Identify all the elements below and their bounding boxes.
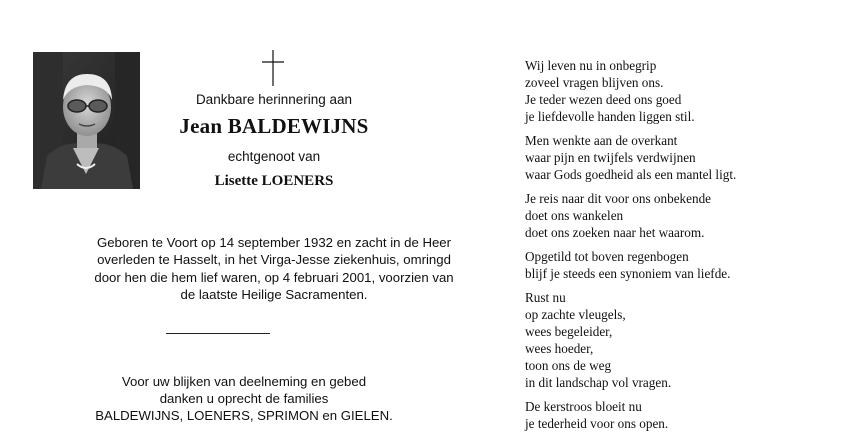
deceased-name bbox=[150, 114, 398, 139]
poem-line: Wij leven nu in onbegrip bbox=[525, 58, 657, 73]
poem-line: op zachte vleugels, bbox=[525, 307, 626, 322]
poem-line: waar pijn en twijfels verdwijnen bbox=[525, 150, 696, 165]
poem-line: in dit landschap vol vragen. bbox=[525, 375, 672, 390]
portrait-photo bbox=[33, 52, 140, 189]
intro-text: Dankbare herinnering aan bbox=[195, 92, 353, 107]
poem-stanza bbox=[525, 132, 845, 183]
poem-line: doet ons zoeken naar het waarom. bbox=[525, 225, 705, 240]
poem-line: blijf je steeds een synoniem van liefde. bbox=[525, 266, 731, 281]
poem-line: Je reis naar dit voor ons onbekende bbox=[525, 191, 712, 206]
poem-line: je tederheid voor ons open. bbox=[525, 416, 669, 431]
first-name: Jean bbox=[179, 114, 223, 138]
poem-line: Je teder wezen deed ons goed bbox=[525, 92, 682, 107]
poem-stanza bbox=[525, 398, 845, 432]
poem-stanza bbox=[525, 190, 845, 241]
poem-line: Rust nu bbox=[525, 290, 566, 305]
spouse-name: Lisette LOENERS bbox=[214, 173, 334, 189]
thanks-line: danken u oprecht de families bbox=[159, 391, 329, 406]
bio-line: Geboren te Voort op 14 september 1932 en zacht in de Heer bbox=[96, 235, 452, 250]
bio-line: de laatste Heilige Sacramenten. bbox=[180, 287, 368, 303]
poem-line: Men wenkte aan de overkant bbox=[525, 133, 678, 148]
last-name: BALDEWIJNS bbox=[227, 114, 369, 138]
poem-line: je liefdevolle handen liggen stil. bbox=[525, 109, 695, 124]
portrait-image bbox=[33, 52, 140, 189]
thanks-line: Voor uw blijken van deelneming en gebed bbox=[121, 374, 367, 389]
poem-line: toon ons de weg bbox=[525, 358, 612, 373]
poem-line: waar Gods goedheid als een mantel ligt. bbox=[525, 167, 737, 182]
poem-line: Opgetild tot boven regenbogen bbox=[525, 249, 689, 264]
relation-text: echtgenoot van bbox=[227, 149, 321, 164]
cross-icon bbox=[258, 48, 288, 88]
bio-line: door hen die hem lief waren, op 4 februari 2001, voorzien van bbox=[94, 269, 454, 285]
thanks-line: BALDEWIJNS, LOENERS, SPRIMON en GIELEN. bbox=[95, 408, 393, 423]
poem-line: zoveel vragen blijven ons. bbox=[525, 75, 664, 90]
poem-stanza bbox=[525, 248, 845, 282]
divider bbox=[166, 333, 270, 334]
poem-line: wees begeleider, bbox=[525, 324, 613, 339]
poem-line: De kerstroos bloeit nu bbox=[525, 399, 642, 414]
poem-stanza bbox=[525, 289, 845, 391]
poem-stanza bbox=[525, 57, 845, 125]
biography bbox=[30, 234, 518, 304]
poem-line: wees hoeder, bbox=[525, 341, 594, 356]
poem bbox=[525, 57, 845, 439]
bio-line: overleden te Hasselt, in het Virga-Jesse ziekenhuis, omringd bbox=[97, 252, 451, 268]
poem-line: doet ons wankelen bbox=[525, 208, 624, 223]
thanks-message bbox=[30, 373, 458, 424]
